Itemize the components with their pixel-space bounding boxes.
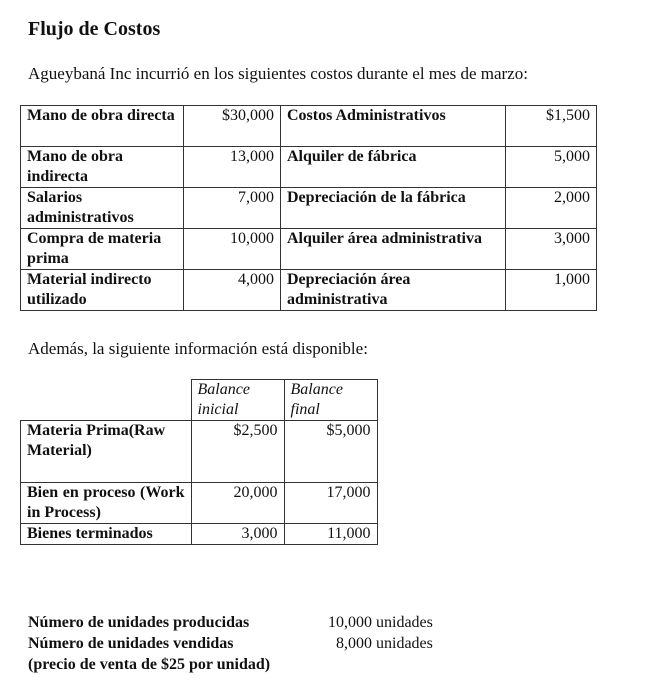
table-row bbox=[21, 106, 597, 147]
balance-table bbox=[20, 379, 378, 545]
table-row bbox=[21, 188, 597, 229]
balance-initial-value: 20,000 bbox=[191, 483, 284, 524]
balance-final-value: 11,000 bbox=[284, 524, 377, 545]
cost-value: 2,000 bbox=[506, 188, 597, 229]
cost-value: $1,500 bbox=[506, 106, 597, 147]
cost-label: Compra de materia prima bbox=[21, 229, 184, 270]
cost-value: 7,000 bbox=[184, 188, 281, 229]
cost-label: Alquiler área administrativa bbox=[281, 229, 506, 270]
cost-value: 1,000 bbox=[506, 270, 597, 311]
cost-label: Depreciación área administrativa bbox=[281, 270, 506, 311]
table-row bbox=[21, 483, 378, 524]
intro-text: Agueybaná Inc incurrió en los siguientes costos durante el mes de marzo: bbox=[28, 64, 528, 83]
balance-label: Materia Prima(Raw Material) bbox=[21, 421, 192, 483]
cost-label: Costos Administrativos bbox=[281, 106, 506, 147]
cost-label: Depreciación de la fábrica bbox=[281, 188, 506, 229]
cost-label: Mano de obra indirecta bbox=[21, 147, 184, 188]
units-sold-value: 8,000 unidades bbox=[336, 635, 433, 652]
table-row bbox=[21, 524, 378, 545]
cost-value: 5,000 bbox=[506, 147, 597, 188]
table-row bbox=[21, 147, 597, 188]
balance-initial-value: 3,000 bbox=[191, 524, 284, 545]
cost-label: Salarios administrativos bbox=[21, 188, 184, 229]
table-header-row bbox=[21, 380, 378, 421]
balance-initial-value: $2,500 bbox=[191, 421, 284, 483]
cost-value: 10,000 bbox=[184, 229, 281, 270]
header-initial-balance: Balance inicial bbox=[191, 380, 284, 421]
units-sold-label: Número de unidades vendidas bbox=[28, 635, 234, 652]
cost-value: 13,000 bbox=[184, 147, 281, 188]
price-note: (precio de venta de $25 por unidad) bbox=[28, 656, 271, 673]
balance-final-value: $5,000 bbox=[284, 421, 377, 483]
table-row bbox=[21, 421, 378, 483]
page-title: Flujo de Costos bbox=[28, 18, 161, 40]
balance-label: Bien en proceso (Work in Process) bbox=[21, 483, 192, 524]
balance-final-value: 17,000 bbox=[284, 483, 377, 524]
cost-label: Mano de obra directa bbox=[21, 106, 184, 147]
cost-value: 4,000 bbox=[184, 270, 281, 311]
cost-label: Alquiler de fábrica bbox=[281, 147, 506, 188]
cost-value: $30,000 bbox=[184, 106, 281, 147]
table-row bbox=[21, 270, 597, 311]
units-produced-value: 10,000 unidades bbox=[328, 614, 433, 631]
cost-label: Material indirecto utilizado bbox=[21, 270, 184, 311]
units-produced-label: Número de unidades producidas bbox=[28, 614, 250, 631]
empty-header-cell bbox=[21, 380, 192, 421]
additional-info-text: Además, la siguiente información está disponible: bbox=[28, 339, 368, 358]
balance-label: Bienes terminados bbox=[21, 524, 192, 545]
costs-table bbox=[20, 105, 597, 311]
table-row bbox=[21, 229, 597, 270]
header-final-balance: Balance final bbox=[284, 380, 377, 421]
cost-value: 3,000 bbox=[506, 229, 597, 270]
